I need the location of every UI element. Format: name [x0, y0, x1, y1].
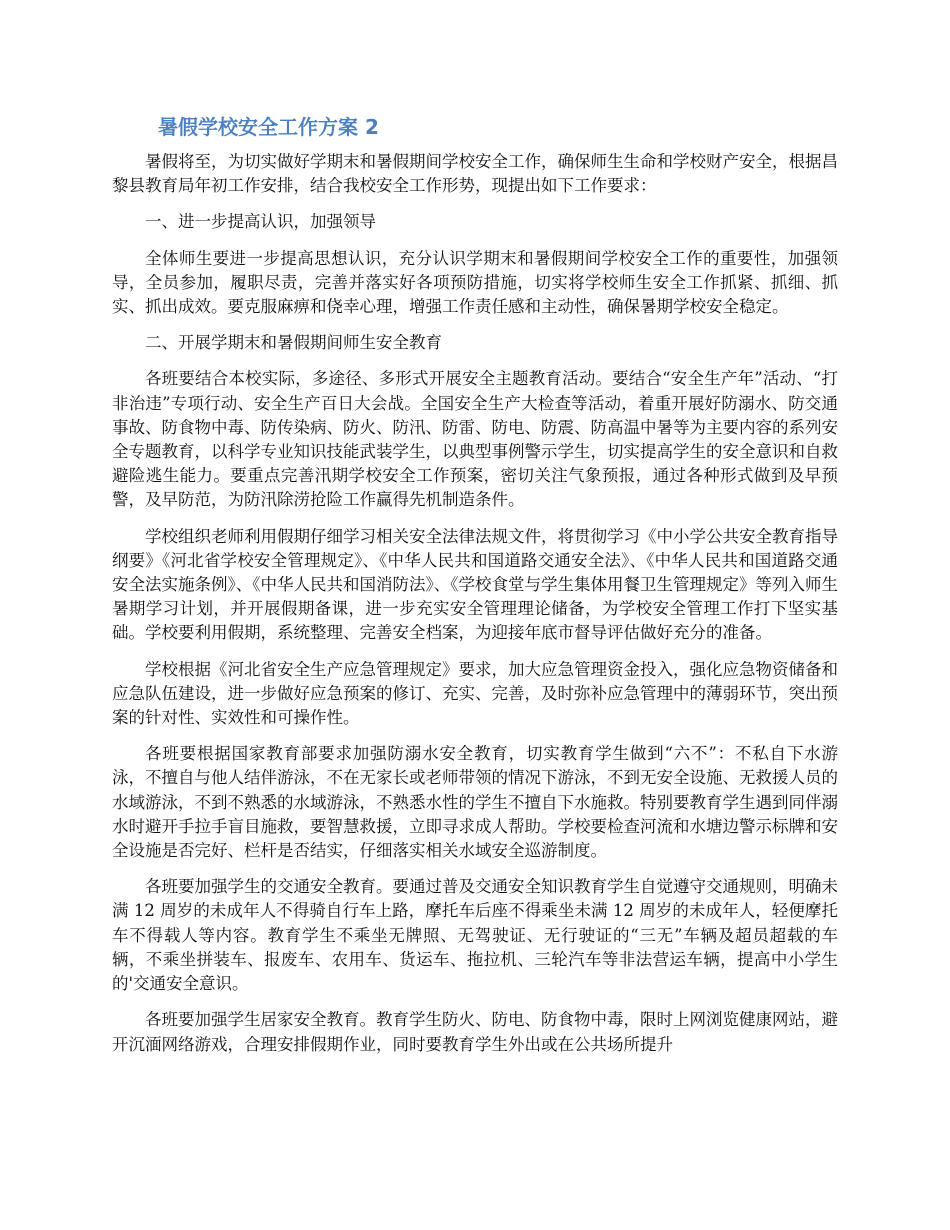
paragraph-law-study: 学校组织老师利用假期仔细学习相关安全法律法规文件，将贯彻学习《中小学公共安全教育指导纲要》《河北省学校安全管理规定》、《中华人民共和国道路交通安全法》、《中华人民共和国道路交通安全法实施条例》、《中华人民共和国消防法》、《学校食堂与学生集体用餐卫生管理规定》等列入师生暑期学习计划，并开展假期备课，进一步充实安全管理理论储备，为学校安全管理工作打下坚实基础。学校要利用假期，系统整理、完善安全档案，为迎接年底市督导评估做好充分的准备。	[112, 526, 838, 643]
section-heading-1: 一、进一步提高认识，加强领导	[145, 212, 376, 232]
section-heading-2: 二、开展学期末和暑假期间师生安全教育	[145, 333, 442, 353]
paragraph-emergency: 学校根据《河北省安全生产应急管理规定》要求，加大应急管理资金投入，强化应急物资储备和应急队伍建设，进一步做好应急预案的修订、充实、完善，及时弥补应急管理中的薄弱环节，突出预案的针对性、实效性和可操作性。	[112, 659, 838, 728]
paragraph-leadership: 全体师生要进一步提高思想认识，充分认识学期末和暑假期间学校安全工作的重要性，加强领导，全员参加，履职尽责，完善并落实好各项预防措施，切实将学校师生安全工作抓紧、抓细、抓实、抓出成效。要克服麻痹和侥幸心理，增强工作责任感和主动性，确保暑期学校安全稳定。	[112, 248, 838, 317]
paragraph-safety-education: 各班要结合本校实际，多途径、多形式开展安全主题教育活动。要结合“安全生产年”活动、“打非治违”专项行动、安全生产百日大会战。全国安全生产大检查等活动，着重开展好防溺水、防交通事故、防食物中毒、防传染病、防火、防汛、防雷、防电、防震、防高温中暑等为主要内容的系列安全专题教育，以科学专业知识技能武装学生，以典型事例警示学生，切实提高学生的安全意识和自救避险逃生能力。要重点完善汛期学校安全工作预案，密切关注气象预报，通过各种形式做到及早预警，及早防范，为防汛除涝抢险工作赢得先机制造条件。	[112, 369, 838, 510]
paragraph-traffic: 各班要加强学生的交通安全教育。要通过普及交通安全知识教育学生自觉遵守交通规则，明确未满 12 周岁的未成年人不得骑自行车上路，摩托车后座不得乘坐未满 12 周岁的未成年人，轻便摩托车不得载人等内容。教育学生不乘坐无牌照、无驾驶证、无行驶证的“三无”车辆及超员超载的车辆，不乘坐拼装车、报废车、农用车、货运车、拖拉机、三轮汽车等非法营运车辆，提高中小学生的'交通安全意识。	[112, 877, 838, 994]
paragraph-drowning: 各班要根据国家教育部要求加强防溺水安全教育，切实教育学生做到“六不”：不私自下水游泳，不擅自与他人结伴游泳，不在无家长或老师带领的情况下游泳，不到无安全设施、无救援人员的水域游泳，不到不熟悉的水域游泳，不熟悉水性的学生不擅自下水施救。特别要教育学生遇到同伴溺水时避开手拉手盲目施救，要智慧救援，立即寻求成人帮助。学校要检查河流和水塘边警示标牌和安全设施是否完好、栏杆是否结实，仔细落实相关水域安全巡游制度。	[112, 744, 838, 861]
document-body	[112, 150, 838, 1069]
document-title: 暑假学校安全工作方案 2	[158, 115, 379, 139]
paragraph-home-safety: 各班要加强学生居家安全教育。教育学生防火、防电、防食物中毒，限时上网浏览健康网站，避开沉湎网络游戏，合理安排假期作业，同时要教育学生外出或在公共场所提升	[112, 1010, 838, 1054]
paragraph-intro: 暑假将至，为切实做好学期末和暑假期间学校安全工作，确保师生生命和学校财产安全，根据昌黎县教育局年初工作安排，结合我校安全工作形势，现提出如下工作要求：	[112, 152, 838, 196]
